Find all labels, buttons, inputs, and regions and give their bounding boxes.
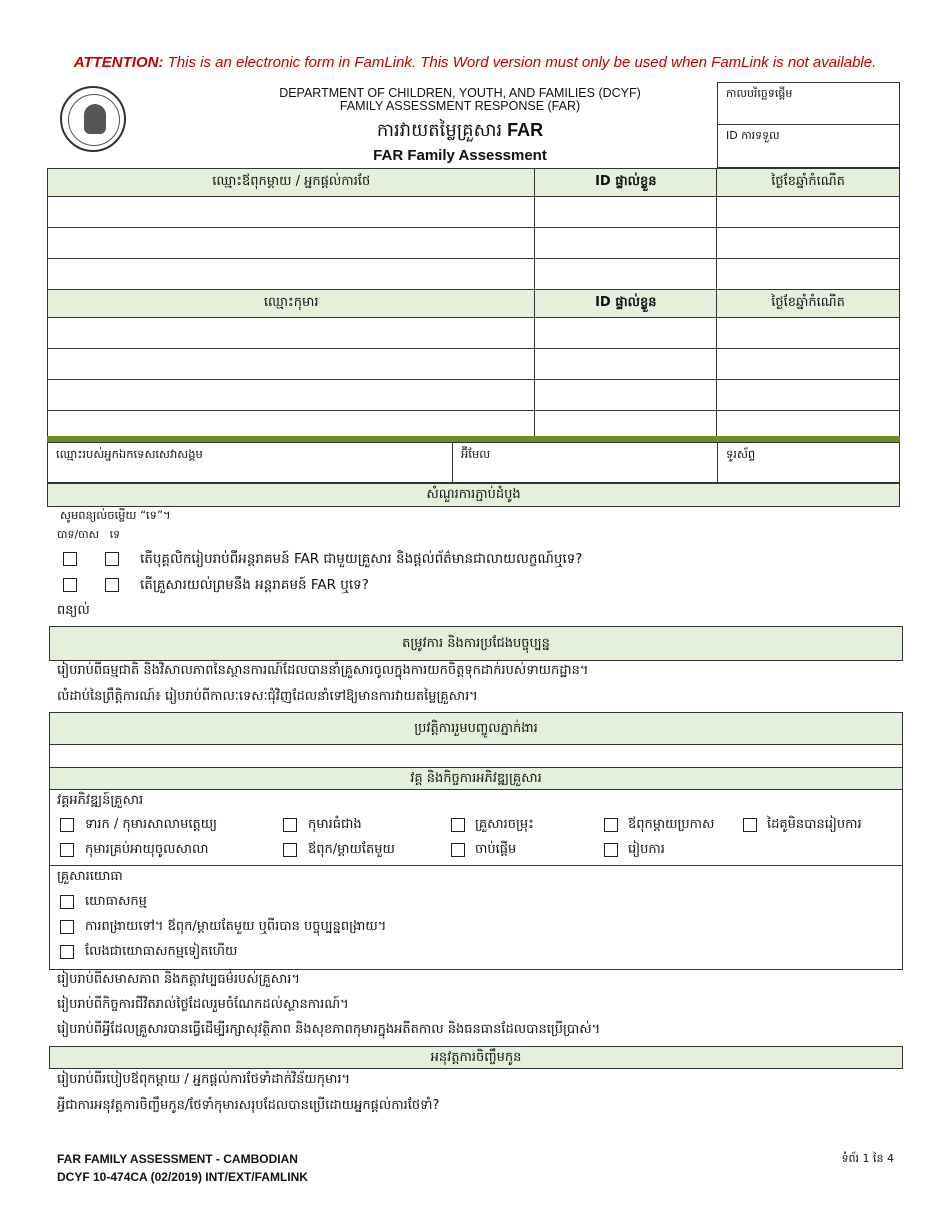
input-cell[interactable] bbox=[717, 349, 900, 380]
phone-field[interactable]: ទូរស័ព្ទ bbox=[726, 447, 756, 461]
military-option: យោធាសកម្ម bbox=[85, 894, 147, 909]
input-cell[interactable] bbox=[717, 228, 900, 259]
yes-no-header: បាទ/ចាស ទេ bbox=[57, 528, 121, 541]
military-checkbox[interactable] bbox=[60, 920, 74, 934]
table-row bbox=[48, 259, 900, 290]
family-dev-subtitle: វគ្គអភិវឌ្ឍន៍គ្រួសារ bbox=[57, 793, 144, 808]
military-checkbox[interactable] bbox=[60, 945, 74, 959]
military-checkbox[interactable] bbox=[60, 895, 74, 909]
parenting-prompt-2: អ្វីជាការអនុវត្តការចិញ្ចឹមកូន/ថែទាំកុមារសរុបដែលបានប្រើដោយអ្នកផ្ដល់ការថែទាំ? bbox=[57, 1098, 440, 1113]
needs-prompt-1: រៀបរាប់ពីធម្មជាតិ និងវិសាលភាពនៃស្ថានការណ៍ដែលបាននាំគ្រួសារចូលក្នុងការយកចិត្តទុកដាក់របស់ទាយកដ្ឋាន។ bbox=[57, 663, 589, 678]
program-name: FAMILY ASSESSMENT RESPONSE (FAR) bbox=[339, 99, 581, 113]
input-cell[interactable] bbox=[48, 380, 535, 411]
footer-title: FAR FAMILY ASSESSMENT - CAMBODIAN bbox=[57, 1152, 298, 1166]
input-cell[interactable] bbox=[535, 197, 717, 228]
initial-contact-heading: សំណួរការភ្ជាប់ដំបូង bbox=[47, 483, 900, 507]
stage-label: គ្រួសារចម្រុះ bbox=[475, 817, 534, 832]
stage-label: កុមារគ្រប់អាយុចូលសាលា bbox=[85, 842, 209, 857]
stage-checkbox[interactable] bbox=[451, 843, 465, 857]
input-cell[interactable] bbox=[535, 349, 717, 380]
khmer-title: ការវាយតម្លៃគ្រួសារ FAR bbox=[376, 120, 544, 140]
person-id-header: ID ផ្ទាល់ខ្លួន bbox=[535, 290, 717, 318]
input-cell[interactable] bbox=[535, 259, 717, 290]
parenting-prompt-1: រៀបរាប់ពីរបៀបឪពុកម្ដាយ / អ្នកផ្ដល់ការថែទាំដាក់វិន័យកុមារ។ bbox=[57, 1072, 351, 1087]
family-dev-heading: វគ្គ និងកិច្ចការអភិវឌ្ឍគ្រួសារ bbox=[49, 767, 903, 790]
stage-checkbox[interactable] bbox=[60, 843, 74, 857]
stage-label: រៀបការ bbox=[628, 842, 665, 857]
history-input[interactable] bbox=[49, 744, 903, 768]
explain-label: ពន្យល់ bbox=[57, 603, 90, 618]
page-number: ទំព័រ 1 នៃ 4 bbox=[841, 1152, 894, 1165]
prompt-line: រៀបរាប់ពីកិច្ចការជីវិតរាល់ថ្ងៃដែលរួមចំណែកដល់ស្ថានការណ៍។ bbox=[57, 997, 349, 1012]
needs-prompt-2: លំដាប់នៃព្រឹត្តិការណ៍៖ រៀបរាប់ពីកាលៈទេសៈជុំវិញដែលនាំទៅឱ្យមានការវាយតម្លៃគ្រួសារ។ bbox=[57, 689, 478, 704]
parents-table bbox=[47, 168, 900, 290]
input-cell[interactable] bbox=[717, 259, 900, 290]
history-heading: ប្រវត្តិការរួមបញ្ចូលភ្នាក់ងារ bbox=[49, 712, 903, 745]
table-row bbox=[48, 197, 900, 228]
state-seal-logo bbox=[60, 86, 126, 152]
table-row bbox=[48, 380, 900, 411]
intake-id-field[interactable]: ID ការទទួល bbox=[726, 129, 780, 142]
input-cell[interactable] bbox=[717, 197, 900, 228]
stage-checkbox[interactable] bbox=[743, 818, 757, 832]
stage-label: កុមារធំជាង bbox=[308, 817, 362, 832]
military-option: ការពង្រាយទៅ។ ឪពុក/ម្ដាយតែមួយ ឬពីរបាន បច្ចុប្បន្នពង្រាយ។ bbox=[85, 919, 387, 934]
worker-name-field[interactable]: ឈ្មោះរបស់អ្នកឯកទេសសេវាសង្គម bbox=[48, 443, 453, 482]
instruction-text: សូមពន្យល់ចម្លើយ “ទេ”។ bbox=[60, 508, 171, 522]
stage-label: ឪពុក/ម្ដាយតែមួយ bbox=[308, 842, 395, 857]
table-row bbox=[48, 349, 900, 380]
attention-banner bbox=[0, 54, 950, 71]
stage-checkbox[interactable] bbox=[283, 818, 297, 832]
prompt-line: រៀបរាប់ពីសមាសភាព និងកត្តាវប្បធម៌របស់គ្រួសារ។ bbox=[57, 972, 300, 987]
children-table bbox=[47, 289, 900, 442]
needs-heading: តម្រូវការ និងការប្រជែងបច្ចុប្បន្ន bbox=[49, 626, 903, 661]
question-2: តើគ្រួសារយល់ព្រមនឹង អន្តរាគមន៍ FAR ឬទេ? bbox=[140, 577, 369, 593]
email-field[interactable]: អ៊ីមែល bbox=[453, 443, 718, 482]
input-cell[interactable] bbox=[535, 380, 717, 411]
dob-header: ថ្ងៃខែឆ្នាំកំណើត bbox=[717, 290, 900, 318]
parenting-heading: អនុវត្តការចិញ្ចឹមកូន bbox=[49, 1046, 903, 1069]
q2-yes-checkbox[interactable] bbox=[63, 578, 77, 592]
dob-header: ថ្ងៃខែឆ្នាំកំណើត bbox=[717, 169, 900, 197]
table-row bbox=[48, 318, 900, 349]
input-cell[interactable] bbox=[535, 318, 717, 349]
attention-label: ATTENTION: bbox=[73, 54, 164, 71]
department-name: DEPARTMENT OF CHILDREN, YOUTH, AND FAMILIES (DCYF) bbox=[279, 86, 641, 100]
stage-label: ទារក / កុមារសាលាមត្តេយ្យ bbox=[85, 817, 218, 832]
child-name-header: ឈ្មោះកុមារ bbox=[48, 290, 535, 318]
stage-checkbox[interactable] bbox=[451, 818, 465, 832]
form-title: FAR Family Assessment bbox=[373, 147, 547, 164]
worker-row bbox=[47, 442, 900, 483]
person-id-header: ID ផ្ទាល់ខ្លួន bbox=[535, 169, 717, 197]
input-cell[interactable] bbox=[717, 318, 900, 349]
q1-no-checkbox[interactable] bbox=[105, 552, 119, 566]
table-row bbox=[48, 228, 900, 259]
stage-checkbox[interactable] bbox=[283, 843, 297, 857]
q1-yes-checkbox[interactable] bbox=[63, 552, 77, 566]
military-option: លែងជាយោធាសកម្មទៀតហើយ bbox=[85, 944, 238, 959]
input-cell[interactable] bbox=[48, 259, 535, 290]
department-header bbox=[230, 87, 690, 113]
stage-checkbox[interactable] bbox=[604, 843, 618, 857]
input-cell[interactable] bbox=[48, 318, 535, 349]
input-cell[interactable] bbox=[48, 197, 535, 228]
prompt-line: រៀបរាប់ពីអ្វីដែលគ្រួសារបានធ្វើដើម្បីរក្សាសុវត្ថិភាព និងសុខភាពកុមារក្នុងអតីតកាល និងធនធានដែលបានប្រើប្រាស់។ bbox=[57, 1022, 601, 1037]
footer-code: DCYF 10-474CA (02/2019) INT/EXT/FAMLINK bbox=[57, 1170, 308, 1184]
parent-name-header: ឈ្មោះឪពុកម្ដាយ / អ្នកផ្ដល់ការថែ bbox=[48, 169, 535, 197]
stage-checkbox[interactable] bbox=[60, 818, 74, 832]
question-1: តើបុគ្គលិករៀបរាប់ពីអន្តរាគមន៍ FAR ជាមួយគ្រួសារ និងផ្ដល់ព័ត៌មានជាលាយលក្ខណ៍ឬទេ? bbox=[140, 551, 583, 567]
start-date-field[interactable]: កាលបរិច្ឆេទផ្ដើម bbox=[718, 83, 899, 125]
q2-no-checkbox[interactable] bbox=[105, 578, 119, 592]
military-title: គ្រួសារយោធា bbox=[57, 869, 123, 884]
input-cell[interactable] bbox=[535, 228, 717, 259]
id-box bbox=[717, 82, 900, 168]
stage-label: ដៃគូមិនបានរៀបការ bbox=[767, 817, 862, 832]
input-cell[interactable] bbox=[717, 380, 900, 411]
input-cell[interactable] bbox=[48, 349, 535, 380]
stage-label: ចាប់ផ្ដើម bbox=[475, 842, 517, 857]
stage-checkbox[interactable] bbox=[604, 818, 618, 832]
input-cell[interactable] bbox=[48, 228, 535, 259]
attention-text: This is an electronic form in FamLink. This Word version must only be used when FamLink is not available. bbox=[167, 54, 877, 71]
stage-label: ឪពុកម្ដាយប្រកាស bbox=[628, 817, 715, 832]
